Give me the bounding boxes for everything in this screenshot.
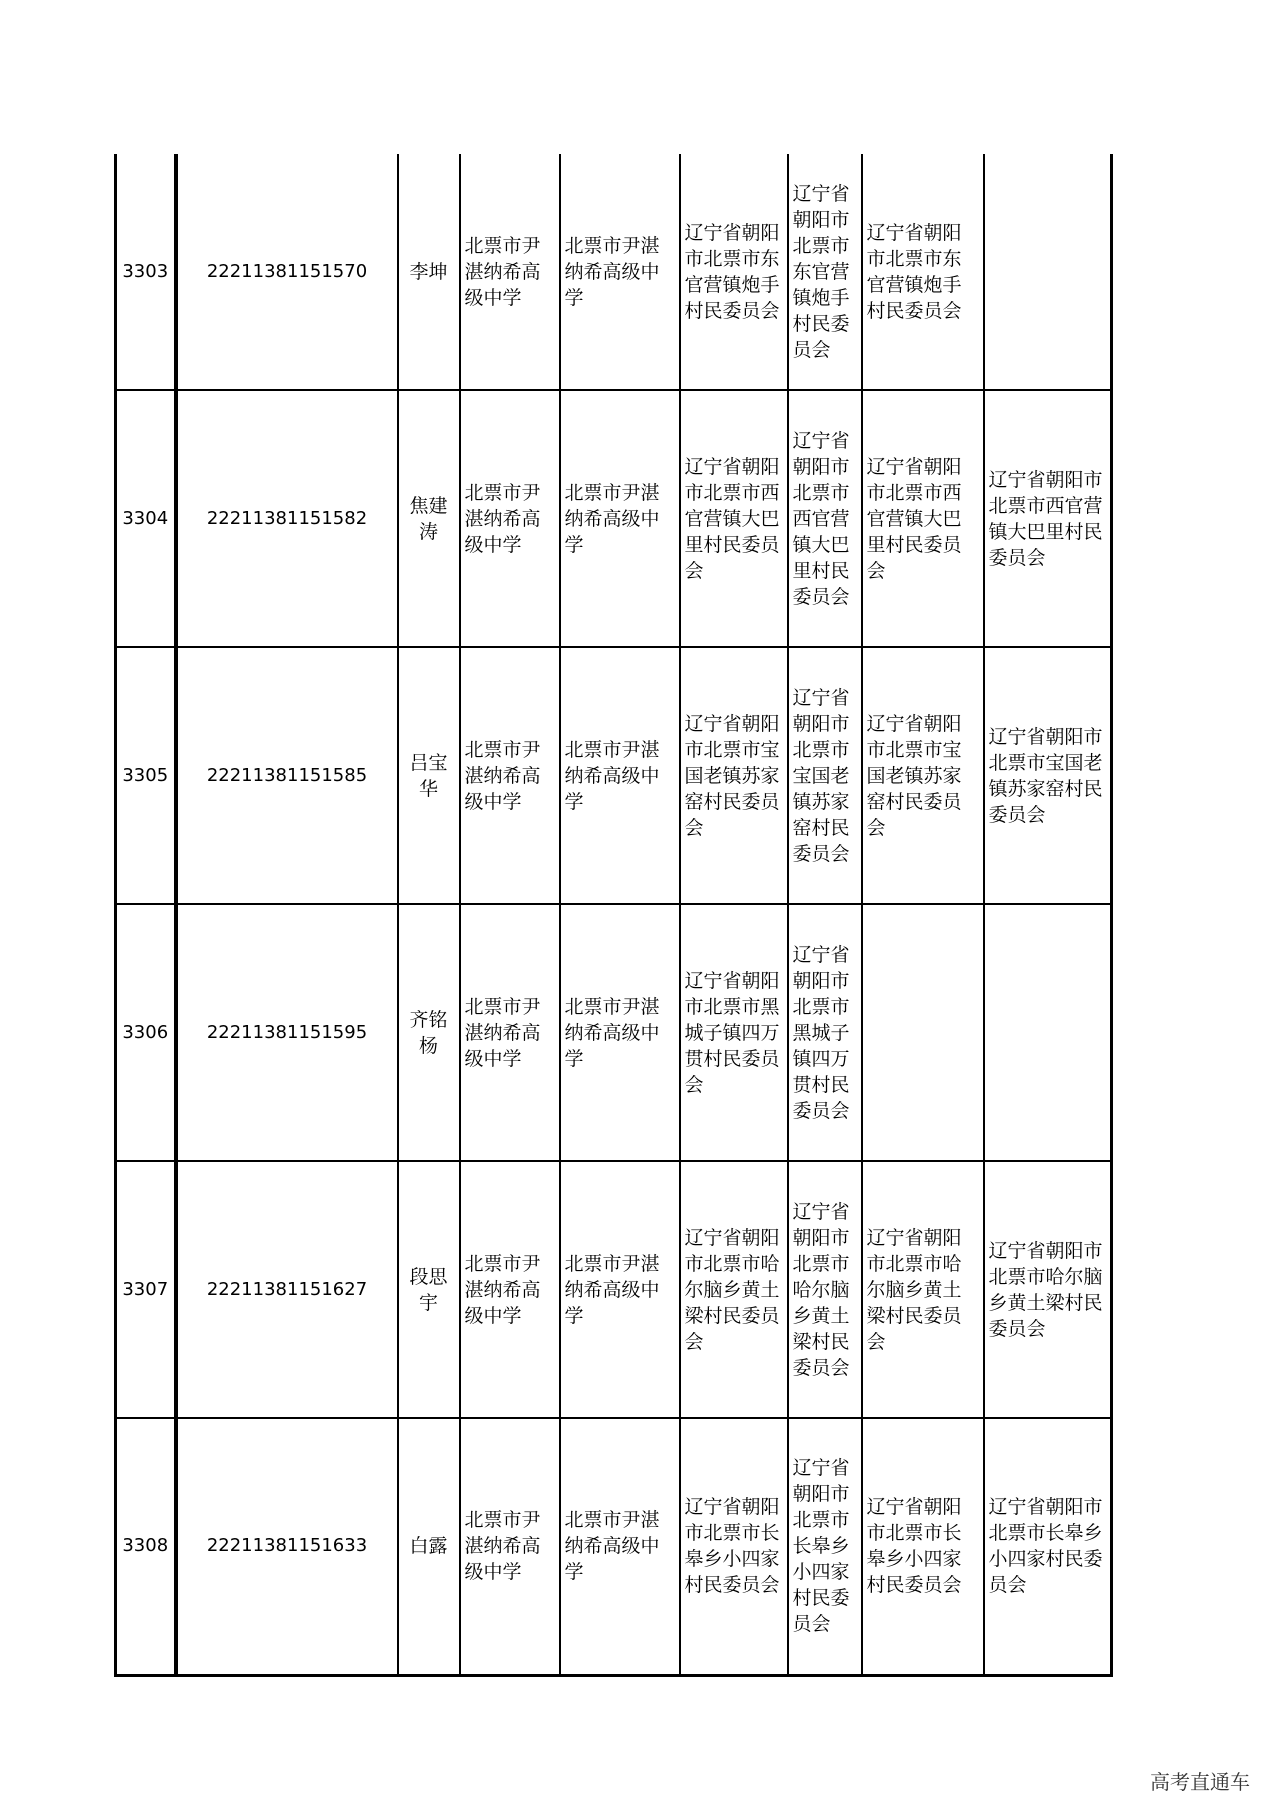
school2-cell: 北票市尹湛纳希高级中学 [560, 390, 680, 647]
address-cell-3: 辽宁省朝阳市北票市哈尔脑乡黄土梁村民委员会 [862, 1161, 984, 1418]
id-cell: 22211381151627 [176, 1161, 398, 1418]
address-cell-4 [984, 154, 1112, 390]
school-cell: 北票市尹湛纳希高级中学 [460, 647, 560, 904]
name-cell: 齐铭杨 [398, 904, 460, 1161]
id-cell: 22211381151595 [176, 904, 398, 1161]
address-cell-1: 辽宁省朝阳市北票市哈尔脑乡黄土梁村民委员会 [680, 1161, 788, 1418]
address-cell-4: 辽宁省朝阳市北票市哈尔脑乡黄土梁村民委员会 [984, 1161, 1112, 1418]
seq-cell: 3307 [116, 1161, 176, 1418]
table-row [116, 904, 1112, 1161]
school-cell: 北票市尹湛纳希高级中学 [460, 1418, 560, 1675]
address-cell-3 [862, 904, 984, 1161]
table-row [116, 390, 1112, 647]
address-cell-2: 辽宁省朝阳市北票市西官营镇大巴里村民委员会 [788, 390, 862, 647]
address-cell-4: 辽宁省朝阳市北票市长皋乡小四家村民委员会 [984, 1418, 1112, 1675]
seq-cell: 3305 [116, 647, 176, 904]
school-cell: 北票市尹湛纳希高级中学 [460, 904, 560, 1161]
id-cell: 22211381151582 [176, 390, 398, 647]
name-cell: 白露 [398, 1418, 460, 1675]
roster-table [114, 154, 1113, 1677]
address-cell-2: 辽宁省朝阳市北票市黑城子镇四万贯村民委员会 [788, 904, 862, 1161]
school2-cell: 北票市尹湛纳希高级中学 [560, 904, 680, 1161]
school2-cell: 北票市尹湛纳希高级中学 [560, 1161, 680, 1418]
school-cell: 北票市尹湛纳希高级中学 [460, 390, 560, 647]
name-cell: 焦建涛 [398, 390, 460, 647]
name-cell: 段思宇 [398, 1161, 460, 1418]
address-cell-3: 辽宁省朝阳市北票市宝国老镇苏家窑村民委员会 [862, 647, 984, 904]
address-cell-2: 辽宁省朝阳市北票市东官营镇炮手村民委员会 [788, 154, 862, 390]
table-row [116, 154, 1112, 390]
school2-cell: 北票市尹湛纳希高级中学 [560, 1418, 680, 1675]
school2-cell: 北票市尹湛纳希高级中学 [560, 154, 680, 390]
school2-cell: 北票市尹湛纳希高级中学 [560, 647, 680, 904]
name-cell: 吕宝华 [398, 647, 460, 904]
school-cell: 北票市尹湛纳希高级中学 [460, 1161, 560, 1418]
address-cell-1: 辽宁省朝阳市北票市西官营镇大巴里村民委员会 [680, 390, 788, 647]
address-cell-4 [984, 904, 1112, 1161]
address-cell-1: 辽宁省朝阳市北票市宝国老镇苏家窑村民委员会 [680, 647, 788, 904]
id-cell: 22211381151570 [176, 154, 398, 390]
school-cell: 北票市尹湛纳希高级中学 [460, 154, 560, 390]
name-cell: 李坤 [398, 154, 460, 390]
address-cell-2: 辽宁省朝阳市北票市哈尔脑乡黄土梁村民委员会 [788, 1161, 862, 1418]
seq-cell: 3308 [116, 1418, 176, 1675]
table-row [116, 647, 1112, 904]
address-cell-2: 辽宁省朝阳市北票市长皋乡小四家村民委员会 [788, 1418, 862, 1675]
seq-cell: 3304 [116, 390, 176, 647]
seq-cell: 3306 [116, 904, 176, 1161]
address-cell-3: 辽宁省朝阳市北票市西官营镇大巴里村民委员会 [862, 390, 984, 647]
address-cell-2: 辽宁省朝阳市北票市宝国老镇苏家窑村民委员会 [788, 647, 862, 904]
table-row [116, 1418, 1112, 1675]
address-cell-4: 辽宁省朝阳市北票市西官营镇大巴里村民委员会 [984, 390, 1112, 647]
address-cell-1: 辽宁省朝阳市北票市长皋乡小四家村民委员会 [680, 1418, 788, 1675]
address-cell-3: 辽宁省朝阳市北票市长皋乡小四家村民委员会 [862, 1418, 984, 1675]
watermark-text: 高考直通车 [1150, 1770, 1250, 1794]
address-cell-3: 辽宁省朝阳市北票市东官营镇炮手村民委员会 [862, 154, 984, 390]
roster-table-container [114, 154, 1110, 1677]
address-cell-1: 辽宁省朝阳市北票市东官营镇炮手村民委员会 [680, 154, 788, 390]
id-cell: 22211381151585 [176, 647, 398, 904]
table-row [116, 1161, 1112, 1418]
id-cell: 22211381151633 [176, 1418, 398, 1675]
seq-cell: 3303 [116, 154, 176, 390]
address-cell-1: 辽宁省朝阳市北票市黑城子镇四万贯村民委员会 [680, 904, 788, 1161]
address-cell-4: 辽宁省朝阳市北票市宝国老镇苏家窑村民委员会 [984, 647, 1112, 904]
